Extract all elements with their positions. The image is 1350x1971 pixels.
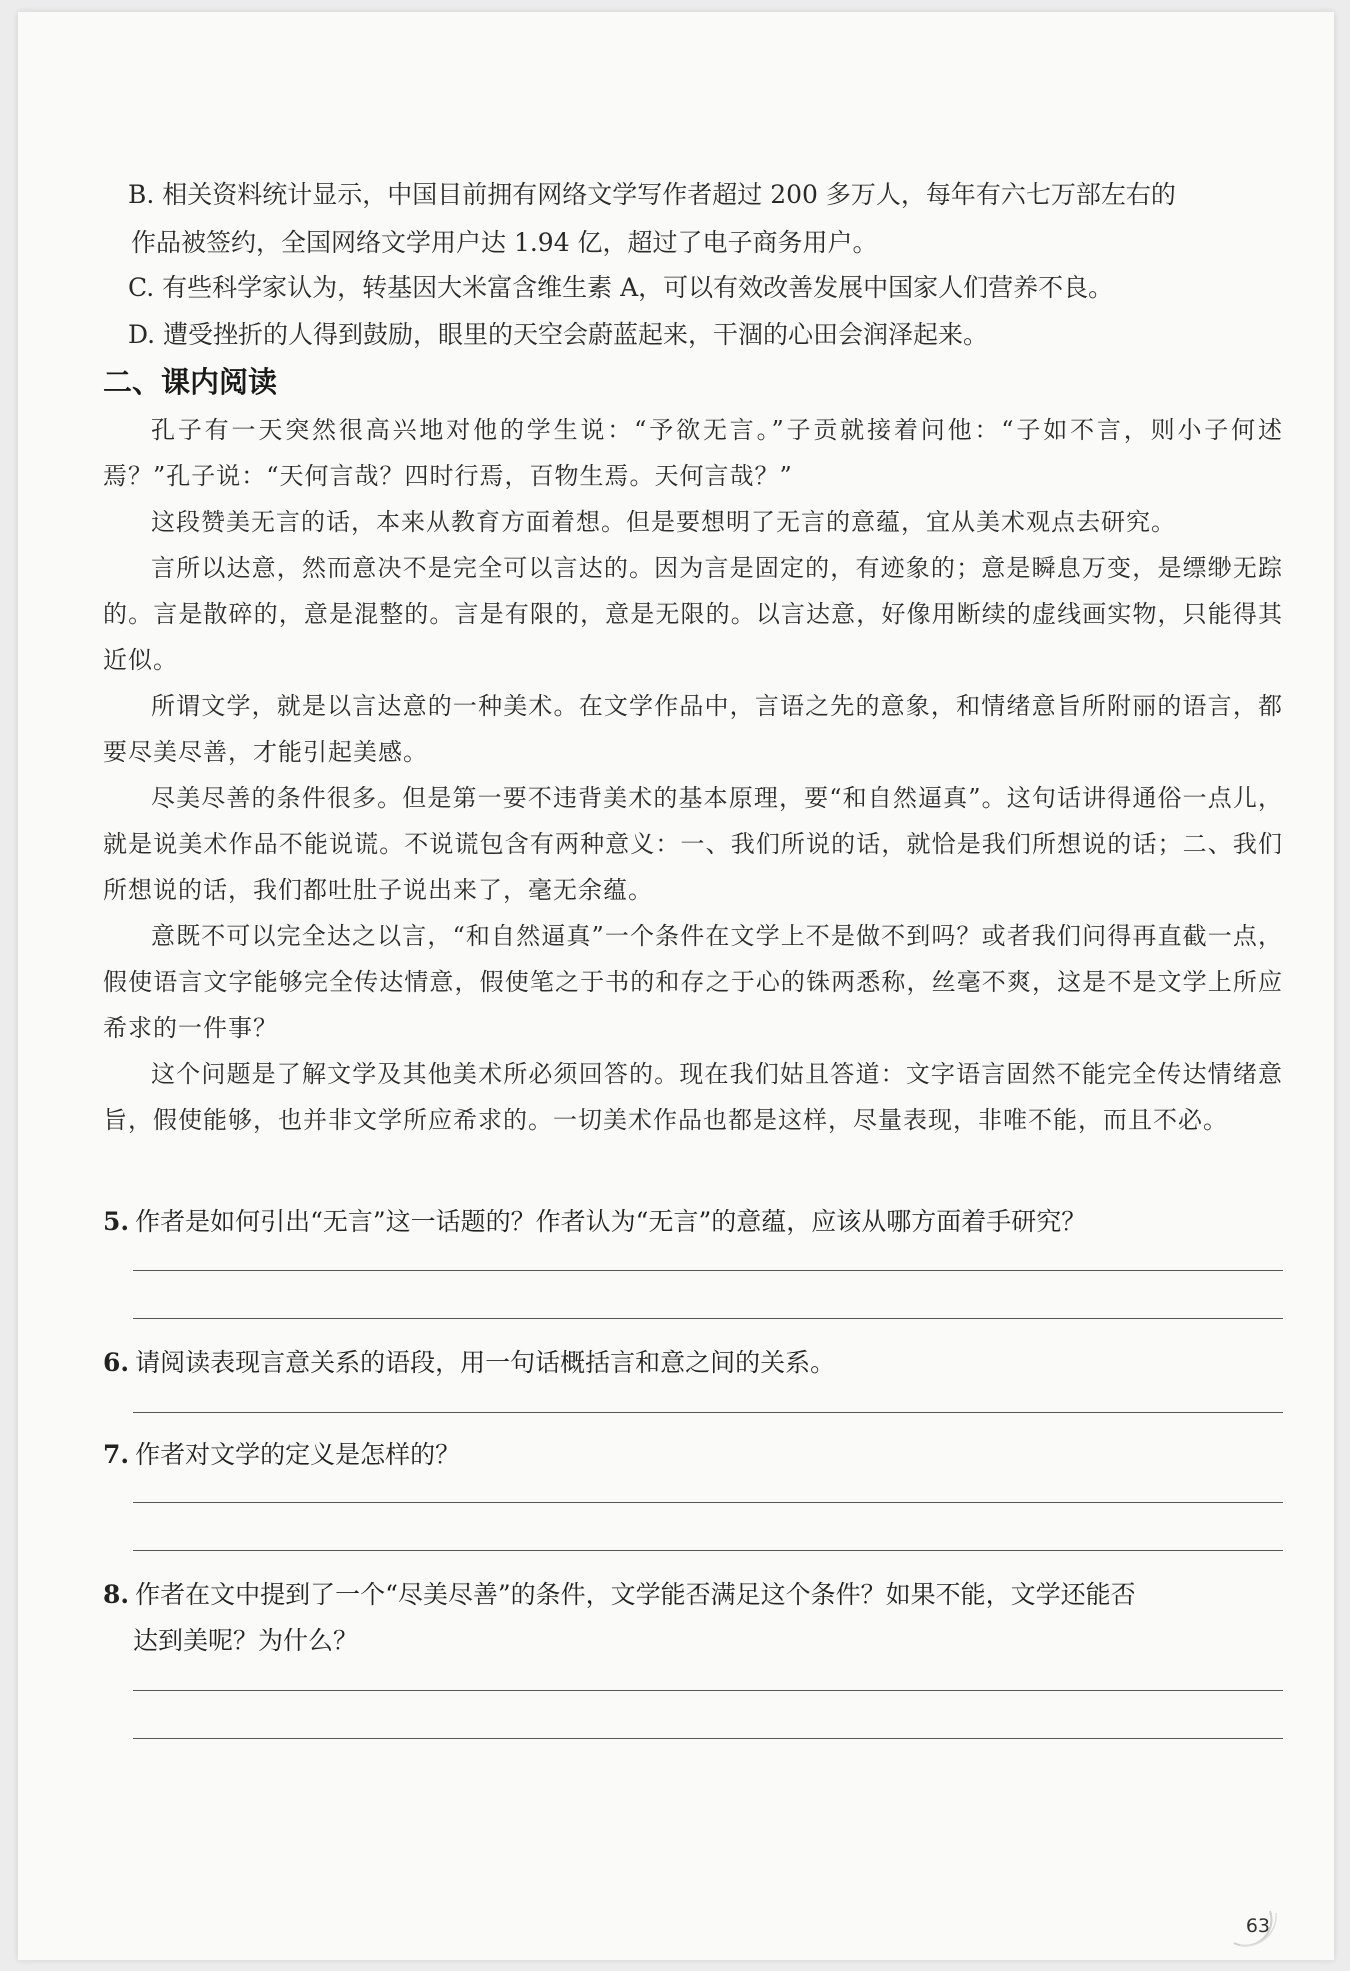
question-number: 7. (103, 1440, 130, 1469)
question-text: 作者在文中提到了一个“尽美尽善”的条件，文学能否满足这个条件？如果不能，文学还能否 (135, 1580, 1136, 1609)
question-number: 8. (103, 1580, 130, 1609)
question-7 (103, 1432, 1283, 1478)
passage-paragraph: 所谓文学，就是以言达意的一种美术。在文学作品中，言语之先的意象，和情绪意旨所附丽的语言，都要尽美尽善，才能引起美感。 (103, 692, 1283, 766)
answer-line[interactable] (133, 1690, 1283, 1691)
passage-paragraph: 言所以达意，然而意决不是完全可以言达的。因为言是固定的，有迹象的；意是瞬息万变，是缥缈无踪的。言是散碎的，意是混整的。言是有限的，意是无限的。以言达意，好像用断续的虚线画实物，只能得其近似。 (103, 554, 1283, 674)
option-c: C. 有些科学家认为，转基因大米富含维生素 A，可以有效改善发展中国家人们营养不良。 (128, 273, 1114, 302)
question-5 (103, 1199, 1283, 1245)
passage-paragraph: 尽美尽善的条件很多。但是第一要不违背美术的基本原理，要“和自然逼真”。这句话讲得通俗一点儿，就是说美术作品不能说谎。不说谎包含有两种意义：一、我们所说的话，就恰是我们所想说的话；二、我们所想说的话，我们都吐肚子说出来了，毫无余蕴。 (103, 784, 1283, 904)
option-b-line2: 作品被签约，全国网络文学用户达 1.94 亿，超过了电子商务用户。 (131, 228, 878, 257)
question-text: 作者是如何引出“无言”这一话题的？作者认为“无言”的意蕴，应该从哪方面着手研究？ (135, 1207, 1087, 1236)
question-number: 5. (103, 1207, 130, 1236)
passage-paragraph: 孔子有一天突然很高兴地对他的学生说：“予欲无言。”子贡就接着问他：“子如不言，则小子何述焉？”孔子说：“天何言哉？四时行焉，百物生焉。天何言哉？” (103, 416, 1283, 490)
answer-line[interactable] (133, 1318, 1283, 1319)
question-8 (103, 1572, 1283, 1664)
page-number-badge (1224, 1907, 1284, 1947)
question-number: 6. (103, 1348, 130, 1377)
option-b-line1: B. 相关资料统计显示，中国目前拥有网络文学写作者超过 200 多万人，每年有六七万部左右的 (128, 180, 1176, 209)
question-text-continued: 达到美呢？为什么？ (133, 1626, 359, 1655)
page-number: 63 (1245, 1915, 1270, 1937)
question-6 (103, 1340, 1283, 1386)
workbook-page (18, 12, 1334, 1960)
answer-line[interactable] (133, 1738, 1283, 1739)
question-text: 请阅读表现言意关系的语段，用一句话概括言和意之间的关系。 (135, 1348, 836, 1377)
answer-line[interactable] (133, 1502, 1283, 1503)
answer-line[interactable] (133, 1270, 1283, 1271)
answer-line[interactable] (133, 1412, 1283, 1413)
option-d: D. 遭受挫折的人得到鼓励，眼里的天空会蔚蓝起来，干涸的心田会润泽起来。 (128, 320, 989, 349)
question-text: 作者对文学的定义是怎样的？ (135, 1440, 461, 1469)
passage-paragraph: 意既不可以完全达之以言，“和自然逼真”一个条件在文学上不是做不到吗？或者我们问得再直截一点，假使语言文字能够完全传达情意，假使笔之于书的和存之于心的铢两悉称，丝毫不爽，这是不是文学上所应希求的一件事？ (103, 922, 1283, 1042)
section-title: 二、课内阅读 (103, 365, 278, 399)
passage-paragraph: 这个问题是了解文学及其他美术所必须回答的。现在我们姑且答道：文字语言固然不能完全传达情绪意旨，假使能够，也并非文学所应希求的。一切美术作品也都是这样，尽量表现，非唯不能，而且不必。 (103, 1060, 1283, 1134)
passage-paragraph: 这段赞美无言的话，本来从教育方面着想。但是要想明了无言的意蕴，宜从美术观点去研究。 (151, 508, 1176, 536)
answer-line[interactable] (133, 1550, 1283, 1551)
reading-passage (103, 407, 1283, 1143)
